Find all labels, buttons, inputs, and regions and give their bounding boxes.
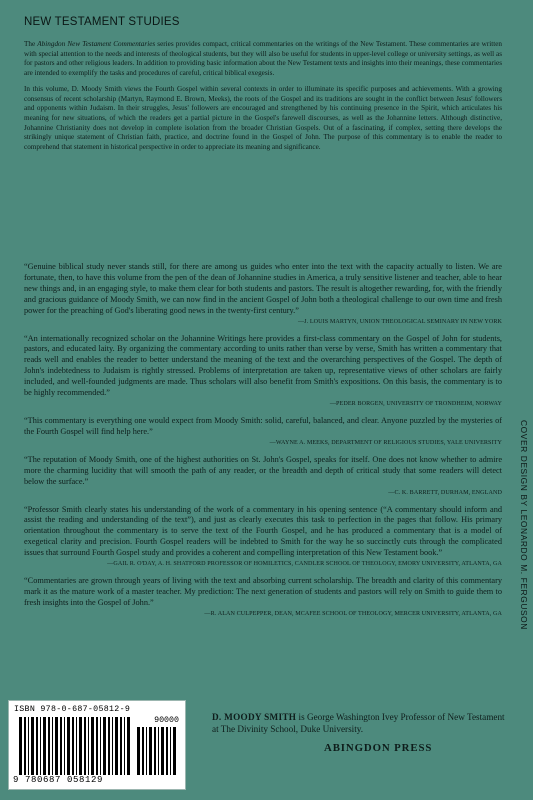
author-bio: [212, 712, 512, 735]
isbn-bottom-text: 9 780687 058129: [13, 775, 104, 785]
author-name: D. MOODY SMITH: [212, 712, 297, 722]
intro-text: [24, 40, 502, 158]
review-attribution: —C. K. BARRETT, DURHAM, ENGLAND: [388, 489, 502, 496]
series-title: NEW TESTAMENT STUDIES: [24, 16, 180, 28]
intro-paragraph-2: In this volume, D. Moody Smith views the Fourth Gospel within several contexts in order to illuminate its specific purposes and achievements. With a growing consensus of recent scholarship (Martyn, Raymond E. Brown, Meeks), the roots of the Gospel and its traditions are sought in the conflict between Jesus' followers and opponents within Judaism. In their struggles, Jesus' followers are encouraged and strengthened by his continuing presence in the Spirit, which articulates his meaning for new situations, of which the readers get a partial picture in the Gospel's farewell discourses, as well as the Johannine letters. Although distinctive, Johannine Christianity does not develop in complete isolation from the broader Christian Gospels. Out of a fascinating, if complex, setting there develops the strikingly unique statement of Christian faith, practice, and doctrine found in the Gospel of John. The purpose of this commentary is to enable the reader to comprehend that statement in historical perspective in order to appreciate its meaning and significance.: [24, 84, 502, 152]
review-attribution: —PEDER BORGEN, UNIVERSITY OF TRONDHEIM, NORWAY: [329, 400, 502, 407]
barcode-bars-icon: [19, 717, 131, 775]
reviews-list: [24, 262, 502, 626]
review-attribution: —J. LOUIS MARTYN, UNION THEOLOGICAL SEMINARY IN NEW YORK: [297, 318, 502, 325]
review-item: [24, 334, 502, 408]
review-item: [24, 505, 502, 569]
series-name: Abingdon New Testament Commentaries: [37, 40, 156, 48]
isbn-top-text: ISBN 978-0-687-05812-9: [14, 705, 131, 714]
author-bio-text: is George Washington Ivey Professor of New Testament at The Divinity School, Duke University.: [212, 712, 505, 734]
barcode-addon-bars-icon: [137, 727, 179, 775]
review-quote: “This commentary is everything one would expect from Moody Smith: solid, careful, balanced, and clear. Anyone puzzled by the mysteries of the Fourth Gospel will find help here.”: [24, 415, 502, 436]
review-quote: “Commentaries are grown through years of living with the text and absorbing current scholarship. The breadth and clarity of this commentary mark it as the mature work of a master teacher. My prediction: The next generation of students and pastors will rely on Smith to guide them to fresh insights into the Gospel of John.”: [24, 576, 502, 607]
review-quote: “The reputation of Moody Smith, one of the highest authorities on St. John's Gospel, speaks for itself. One does not know whether to admire more the charming lucidity that will smooth the path of any reader, or the breadth and depth of critical study that some readers will detect below the surface.”: [24, 454, 502, 486]
review-attribution: —WAYNE A. MEEKS, DEPARTMENT OF RELIGIOUS STUDIES, YALE UNIVERSITY: [269, 439, 502, 446]
review-quote: “Professor Smith clearly states his understanding of the work of a commentary in his opening sentence (“A commentary should inform and assist the reading and understanding of the text”), and just as clearly executes this task to perfection in the pages that follow. His primary orientation throughout the commentary is to serve the text of the Fourth Gospel, and he has produced a commentary that is a model of exegetical clarity and precision. Fourth Gospel readers will be indebted to Smith for the way he so succinctly cuts through the complicated issues that surround Fourth Gospel study and provides a coherent and compelling interpretation of this New Testament book.”: [24, 504, 502, 558]
review-item: [24, 416, 502, 447]
cover-design-credit: COVER DESIGN BY LEONARDO M. FERGUSON: [519, 420, 529, 630]
isbn-barcode: [8, 700, 186, 790]
intro-paragraph-1: The Abingdon New Testament Commentaries series provides compact, critical commentaries on the writings of the New Testament. These commentaries are written with special attention to the needs and interests of theological students, but they will also be useful for students in upper-level college or university settings, as well as for pastors and other religious leaders. In addition to providing basic information about the New Testament texts and insights into their meanings, these commentaries are intended to exemplify the tasks and procedures of careful, critical biblical exegesis.: [24, 40, 502, 78]
review-item: [24, 576, 502, 618]
review-quote: “Genuine biblical study never stands still, for there are among us guides who enter into the text with the capacity actually to listen. We are fortunate, then, to have this volume from the pen of the dean of Johannine studies in America, a truly sensitive listener and teacher, able to hear new things and, in an engaging style, to make them clear for both students and pastors. The result is altogether rewarding, for, with the friendly and gracious guidance of Moody Smith, we can now find in the ancient Gospel of John both a theological challenge to our own time and fresh power for the preaching of God's liberating good news in the twenty-first century.”: [24, 262, 502, 315]
review-attribution: —GAIL R. O'DAY, A. H. SHATFORD PROFESSOR OF HOMILETICS, CANDLER SCHOOL OF THEOLOGY, EMORY UNIVERSITY, ATLANTA, GA: [107, 561, 502, 568]
review-item: [24, 262, 502, 326]
price-code: 90000: [154, 716, 179, 725]
review-quote: “An internationally recognized scholar on the Johannine Writings here provides a first-class commentary on the Gospel of John for students, pastors, and educated laity. By organizing the commentary according to units rather than verse by verse, Smith has written a commentary that reads well and enables the reader to better understand the meaning of the text and the overarching perspectives of the Gospel. The depth of John's indebtedness to Judaism is rightly stressed. Problems of interpretation are taken up, representative views of other scholars are fairly included, and well-founded judgments are made. Thus scholars will also benefit from Smith's expositions. On this basis, the commentary is to be highly recommended.”: [24, 333, 502, 398]
publisher-name: ABINGDON PRESS: [324, 742, 433, 754]
review-attribution: —R. ALAN CULPEPPER, DEAN, MCAFEE SCHOOL OF THEOLOGY, MERCER UNIVERSITY, ATLANTA, GA: [204, 610, 502, 617]
review-item: [24, 455, 502, 497]
